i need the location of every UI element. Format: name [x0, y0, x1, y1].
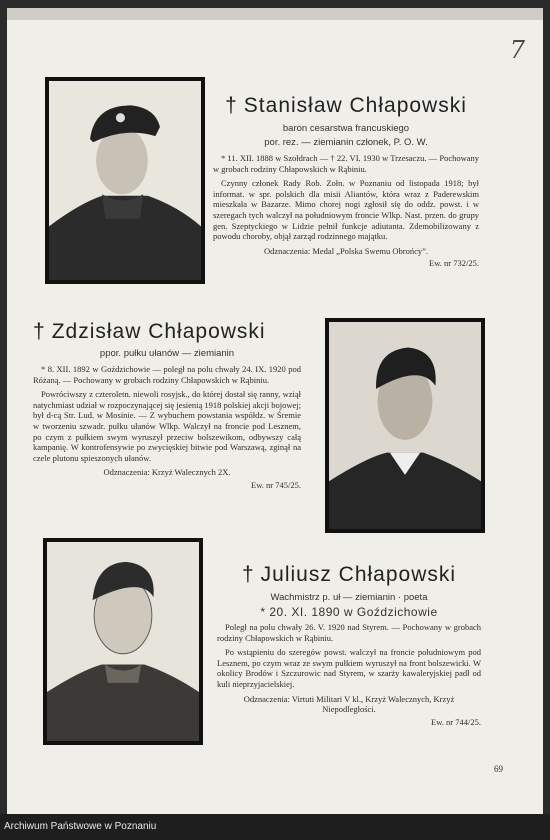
entry-biography: Czynny członek Rady Rob. Zołn. w Poznaniu od listopada 1918; był informat. w spr. polskich dla misii Aliantów, która wraz z Paderewskim mieszkała w Bazarze. Mimo chorej nogi zgłosił się do oddz. powst. i w szeregach tych walczył na południowym froncie Wlkp. Nast. przen. do grupy gen. Szeptyckiego w Lidzie pełnił funkcje adiutanta. Zdemobilizowany z powodu choroby, objął zarząd rodzinnego majątku.	[213, 178, 479, 242]
entry-biography: Powróciwszy z czteroletn. niewoli rosyjsk., do której dostał się ranny, wziął natychmiast udział w rozpoczynającej się jesienią 1918 polskiej akcji bojowej; był d-cą Str. Lud. w Mosinie. — Z wybuchem powstania współdz. w Śremie w tworzeniu szwadr. pułku ułanów Wlkp. Walczył na froncie pod Lesznem, po czym z pułkiem swym wyruszył przeciw bolszewikom, odbywszy całą kampanię. W kontrofensywie po zwycięskiej bitwie pod Warszawą, zginął na czele plutonu spieszonych ułanów.	[33, 389, 301, 463]
entry-name: † Stanisław Chłapowski	[225, 94, 467, 117]
entry-biography: Po wstąpieniu do szeregów powst. walczył na froncie południowym pod Lesznem, po czym wraz ze swym pułkiem wyruszył na front bolszewicki. W okolicy Brodów i Szczurowic nad Styrem, w szarży kawaleryjskiej padł od kuli nieprzyjacielskiej.	[217, 647, 481, 689]
entry-record-number: Ew. nr 745/25.	[251, 479, 301, 490]
entry-record-number: Ew. nr 744/25.	[431, 716, 481, 727]
portrait-photo-juliusz	[43, 538, 203, 745]
handwritten-number: 7	[509, 36, 525, 64]
entry-title-line: ppor. pułku ułanów — ziemianin	[99, 348, 235, 359]
portrait-image	[329, 322, 481, 529]
entry-honors: Odznaczenia: Virtuti Militari V kl., Krzyż Walecznych, Krzyż Niepodległości.	[243, 693, 455, 715]
entry-body	[213, 153, 479, 269]
page-top-edge	[7, 8, 543, 20]
portrait-image	[49, 81, 201, 280]
entry-zdzislaw	[33, 320, 301, 491]
entry-honors: Odznaczenia: Medal „Polska Swemu Obrońcy”.	[263, 245, 429, 256]
portrait-photo-zdzislaw	[325, 318, 485, 533]
document-page	[7, 8, 543, 814]
portrait-image	[47, 542, 199, 741]
portrait-photo-stanislaw	[45, 77, 205, 284]
entry-record-number: Ew. nr 732/25.	[429, 258, 479, 269]
entry-juliusz	[217, 563, 481, 727]
entry-stanislaw	[213, 94, 479, 269]
entry-body	[217, 622, 481, 727]
entry-honors: Odznaczenia: Krzyż Walecznych 2X.	[103, 467, 231, 478]
page-number: 69	[494, 764, 503, 774]
entry-dates: Poległ na polu chwały 26. V. 1920 nad Styrem. — Pochowany w grobach rodziny Chłapowskich w Rąbiniu.	[217, 622, 481, 643]
entry-birth-line: * 20. XI. 1890 w Goździchowie	[260, 605, 438, 619]
entry-title-line: baron cesarstwa francuskiego	[282, 123, 410, 134]
entry-dates: * 8. XII. 1892 w Goździchowie — poległ na polu chwały 24. IX. 1920 pod Różaną. — Pochowany w grobach rodziny Chłapowskich w Rąbiniu.	[33, 364, 301, 385]
entry-body	[33, 364, 301, 491]
entry-name: † Juliusz Chłapowski	[241, 563, 457, 586]
entry-title-line: Wachmistrz p. uł — ziemianin · poeta	[270, 592, 428, 603]
archive-footer: Archiwum Państwowe w Poznaniu	[0, 814, 550, 840]
entry-title-line: por. rez. — ziemianin członek, P. O. W.	[264, 137, 428, 148]
entry-dates: * 11. XII. 1888 w Szołdrach — † 22. VI. 1930 w Trzesaczu. — Pochowany w grobach rodziny Chłapowskich w Rąbiniu.	[213, 153, 479, 174]
entry-name: † Zdzisław Chłapowski	[33, 320, 266, 343]
